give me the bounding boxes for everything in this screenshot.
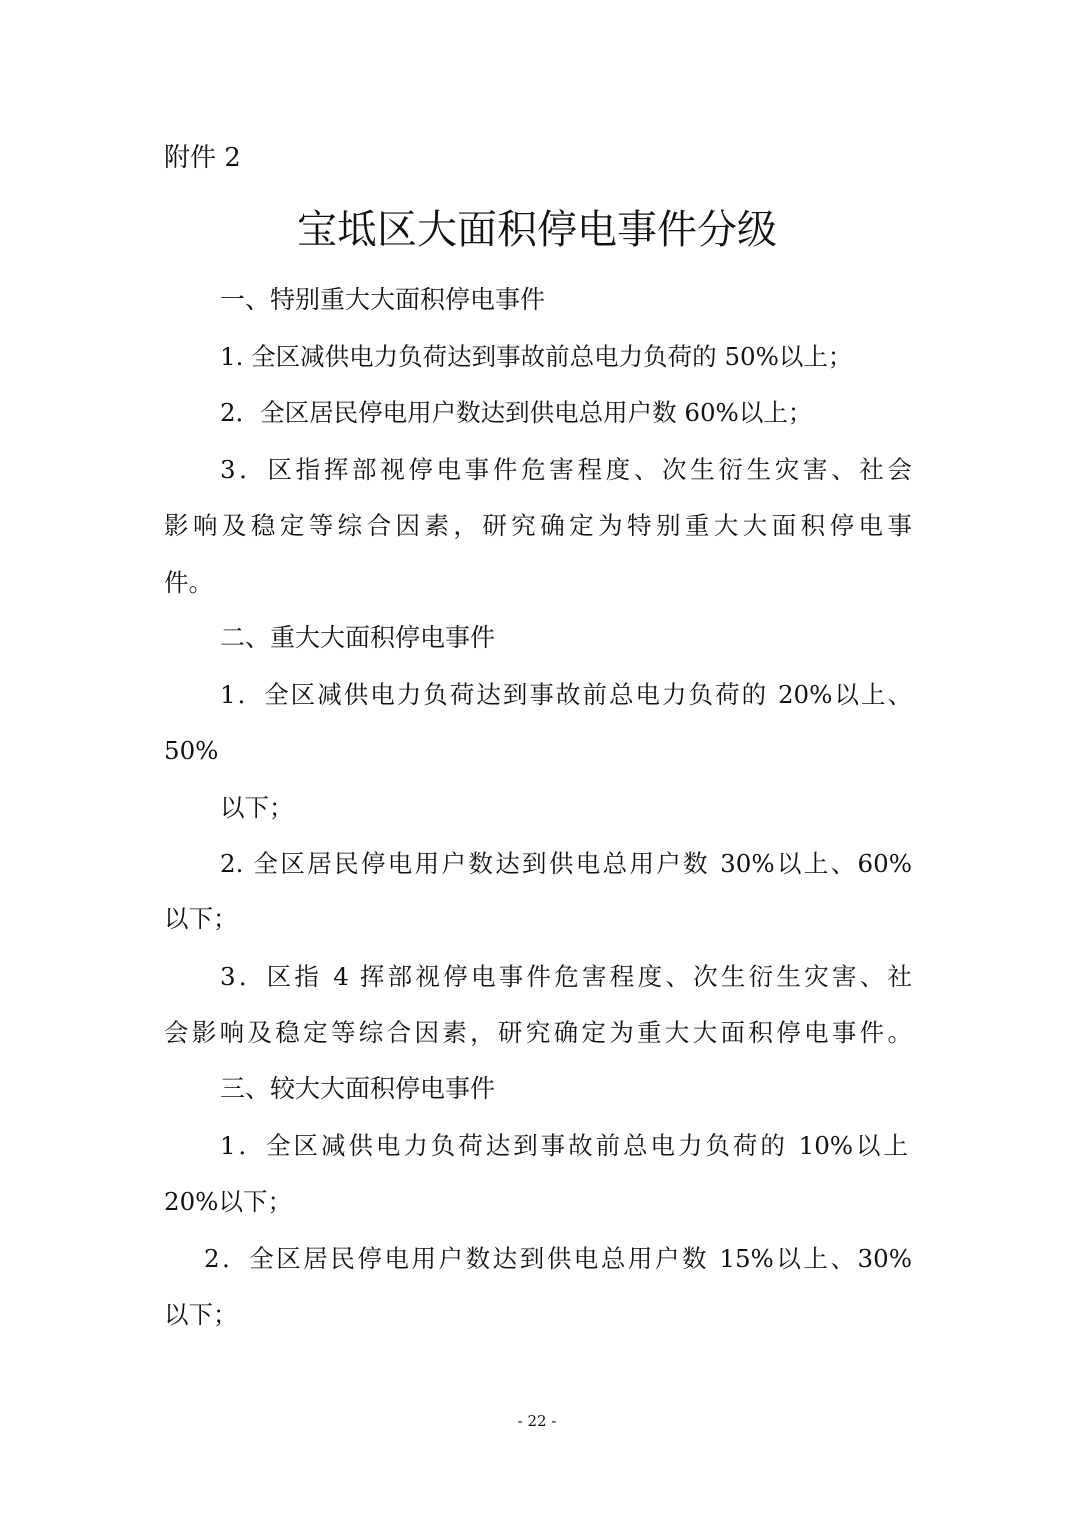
document-title: 宝坻区大面积停电事件分级 (297, 207, 777, 253)
paragraph-line: 3．区指挥部视停电事件危害程度、次生衍生灾害、社会 (220, 455, 912, 484)
paragraph-line: 以下； (220, 793, 294, 822)
paragraph-line: 2．全区居民停电用户数达到供电总用户数 60%以上； (220, 398, 813, 427)
section-heading: 三、较大大面积停电事件 (220, 1074, 496, 1103)
paragraph-line: 2. 全区居民停电用户数达到供电总用户数 30%以上、60% (220, 849, 912, 878)
paragraph-line: 50% (164, 736, 219, 765)
paragraph-line: 1. 全区减供电力负荷达到事故前总电力负荷的 50%以上； (220, 342, 853, 371)
paragraph-line: 会影响及稳定等综合因素，研究确定为重大大面积停电事件。 (164, 1018, 912, 1047)
paragraph-line: 以下； (164, 904, 238, 933)
paragraph-line: 件。 (164, 568, 213, 597)
section-heading: 二、重大大面积停电事件 (220, 623, 496, 652)
paragraph-line: 以下； (164, 1300, 238, 1329)
section-heading: 一、特别重大大面积停电事件 (220, 285, 546, 314)
page-number: - 22 - (517, 1412, 557, 1430)
paragraph-line: 1．全区减供电力负荷达到事故前总电力负荷的 20%以上、 (220, 680, 912, 709)
attachment-label: 附件 2 (164, 143, 241, 173)
paragraph-line: 3．区指 4 挥部视停电事件危害程度、次生衍生灾害、社 (220, 962, 912, 991)
paragraph-line: 影响及稳定等综合因素，研究确定为特别重大大面积停电事 (164, 511, 912, 540)
paragraph-line: 1．全区减供电力负荷达到事故前总电力负荷的 10%以上 (220, 1131, 908, 1160)
paragraph-line: 20%以下； (164, 1187, 292, 1216)
paragraph-line: 2．全区居民停电用户数达到供电总用户数 15%以上、30% (204, 1244, 912, 1273)
